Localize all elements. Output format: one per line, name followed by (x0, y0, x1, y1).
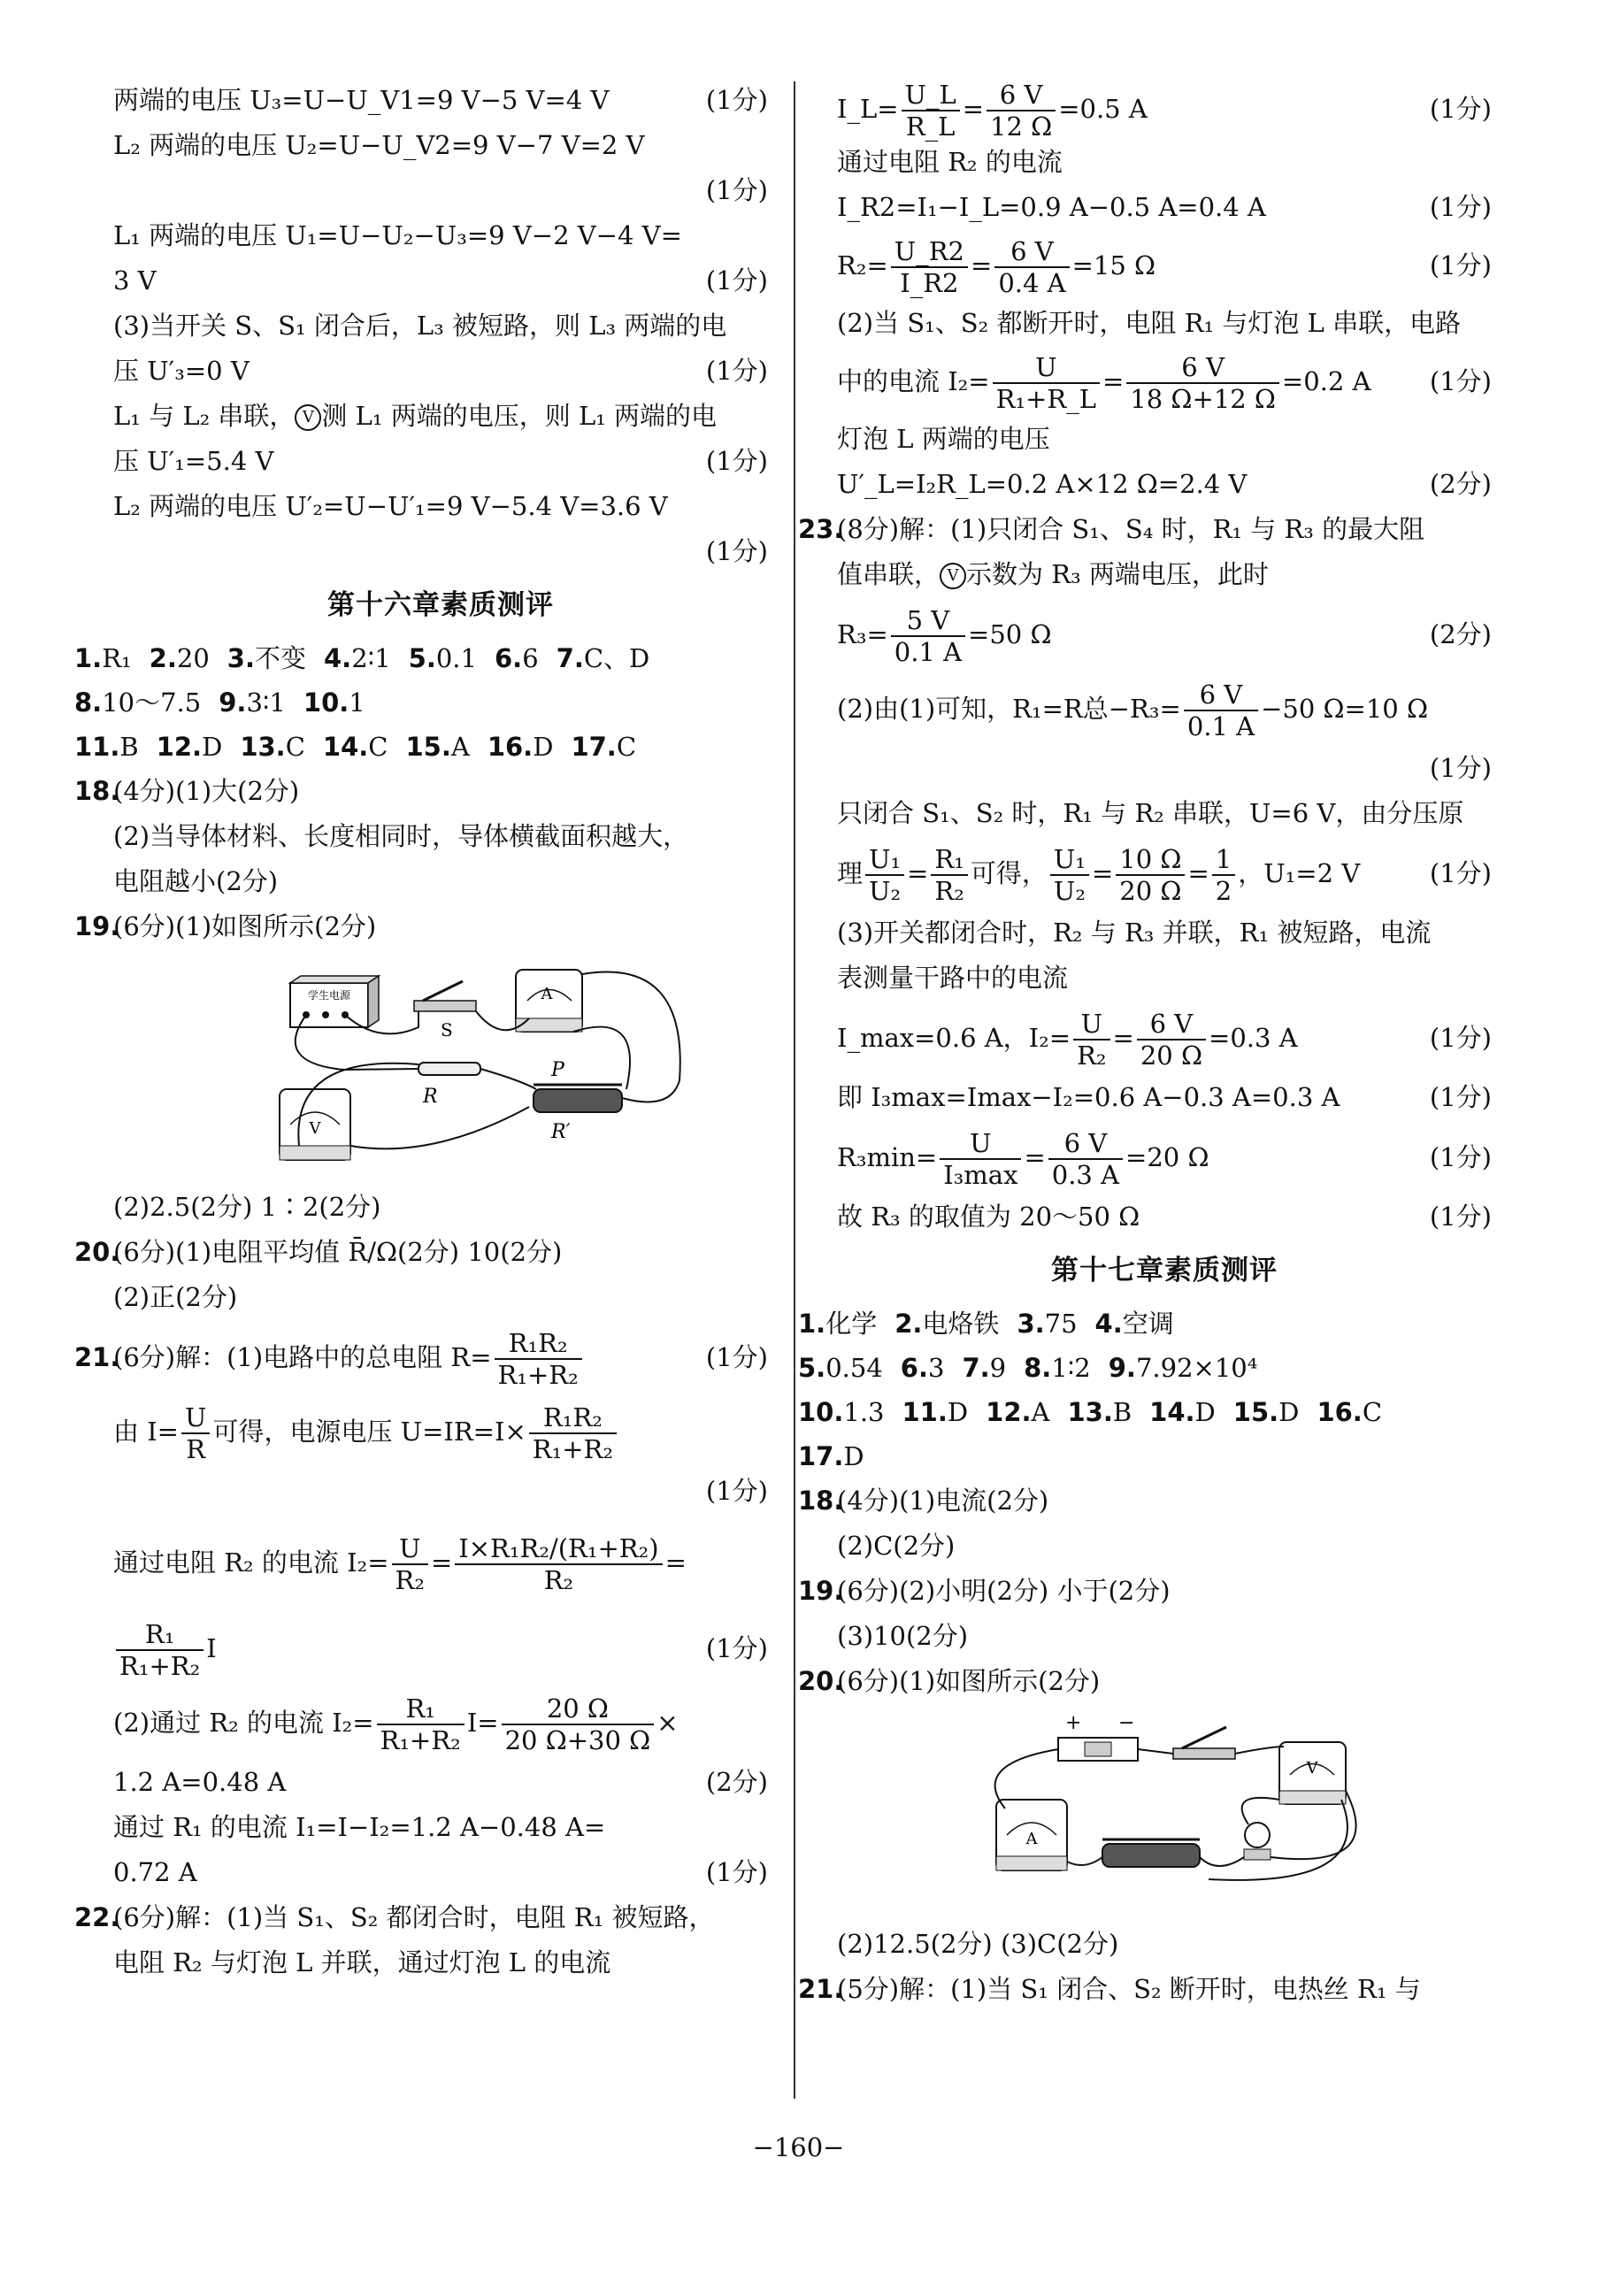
answer-number: 9. (219, 687, 247, 718)
fraction: $\frac{6 V}{20 \Omega}$ (1137, 1009, 1206, 1071)
voltmeter-symbol-icon: V (295, 404, 321, 431)
question-number: 19. (798, 1576, 844, 1606)
text-line: R₃= $\frac{5 V}{0.1 A}$ =50 Ω (2分) (837, 597, 1492, 672)
text: L₂ 两端的电压 U₂=U−U_V2=9 V−7 V=2 V (113, 130, 645, 160)
answer-item (962, 1346, 1006, 1390)
text: (2)当导体材料、长度相同时，导体横截面积越大， (113, 821, 689, 851)
score: (1分) (1429, 1023, 1492, 1053)
question-number: 22. (74, 1902, 120, 1932)
answer-item (902, 1390, 969, 1434)
ammeter-label: A (1025, 1830, 1038, 1848)
resistor-icon (418, 1063, 480, 1108)
fraction: $\frac{\text{I×R₁R₂/(R₁+R₂)}}{\text{R₂}}$ (455, 1533, 662, 1595)
answer-item (1149, 1390, 1216, 1434)
answer-item (74, 725, 139, 769)
text: 电阻越小(2分) (113, 866, 279, 896)
rheostat-icon (534, 1059, 622, 1143)
answer-value: A (1031, 1397, 1050, 1427)
text-line: 1.2 A=0.48 A (2分) (113, 1760, 768, 1805)
question-number: 21. (74, 1342, 120, 1372)
answer-item (1233, 1390, 1300, 1434)
answer-value: D (947, 1397, 969, 1427)
answer-number: 1. (74, 643, 103, 673)
text-line (113, 303, 768, 349)
fraction: $\frac{\text{U₁}}{\text{U₂}}$ (865, 844, 904, 906)
answer-number: 2. (894, 1309, 923, 1339)
answer-value: C (285, 732, 305, 762)
circuit-diagram (837, 1711, 1492, 1915)
text: (2)2.5(2分) 1∶2(2分) (113, 1192, 381, 1222)
answer-number: 17. (798, 1441, 844, 1471)
text-line (113, 78, 768, 123)
fraction: $\frac{6 V}{18 \Omega+12 \Omega}$ (1126, 352, 1279, 414)
answer-item (405, 725, 469, 769)
circuit-figure-20 (837, 1711, 1492, 1915)
answer-value: 1.3 (843, 1397, 885, 1427)
score: (1分) (1429, 1202, 1492, 1232)
answer-number: 6. (900, 1353, 928, 1383)
positive-terminal-label: + (1065, 1712, 1082, 1734)
answer-number: 14. (1149, 1397, 1195, 1427)
score: (1分) (705, 536, 768, 566)
answer-item (323, 725, 388, 769)
text-line: (2)通过 R₂ 的电流 I₂= $\frac{\text{R₁}}{\text{R₁+R₂}}$ I= $\frac{20 \Omega}{20 \Omega+30 \Omega}$ × (113, 1693, 679, 1755)
question-18 (74, 769, 768, 814)
text: (6分)(1)如图所示(2分) (113, 911, 377, 941)
answer-item (74, 680, 201, 725)
question-18: 18.(4分)(1)电流(2分) (837, 1478, 1492, 1524)
fraction: $\frac{U\_R2}{I\_R2}$ (891, 236, 968, 298)
text: 3 V (113, 265, 157, 296)
text-line (113, 123, 768, 168)
power-supply-label: 学生电源 (307, 989, 351, 1002)
switch-icon (414, 981, 476, 1040)
fraction: $\frac{U\_L}{R\_L}$ (902, 80, 960, 142)
score: (1分) (705, 85, 768, 115)
rheostat-label: R′ (551, 1121, 571, 1143)
fraction: $\frac{1}{2}$ (1212, 844, 1235, 906)
question-number: 19. (74, 911, 120, 941)
chapter-17-title: 第十七章素质测评 (1051, 1255, 1278, 1286)
slider-label: P (551, 1059, 564, 1081)
answer-value: C (1362, 1397, 1383, 1427)
voltmeter-label: V (309, 1119, 321, 1138)
answer-value: B (119, 732, 139, 762)
text: L₁ 与 L₂ 串联， (113, 401, 296, 431)
voltmeter-icon (280, 1089, 350, 1160)
score: (1分) (1429, 250, 1492, 280)
answer-item (324, 636, 391, 680)
score: (2分) (705, 1767, 768, 1797)
question-21 (74, 1320, 768, 1394)
text-line: I_L= $\frac{U\_L}{R\_L}$ = $\frac{6 V}{12 \Omega}$ =0.5 A (1分) (837, 80, 1492, 142)
score: (1分) (1429, 753, 1492, 783)
rheostat-icon (1102, 1839, 1200, 1867)
fraction: $\frac{\text{R₁R₂}}{\text{R₁+R₂}}$ (529, 1402, 617, 1464)
fraction: $\frac{20 \Omega}{20 \Omega+30 \Omega}$ (502, 1693, 655, 1755)
fraction: $\frac{U}{R}$ (181, 1402, 210, 1464)
text-line (113, 394, 768, 439)
answer-number: 8. (74, 687, 103, 718)
answer-value: 9 (989, 1353, 1007, 1383)
answer-item (1067, 1390, 1132, 1434)
fraction: $\frac{\text{R₁}}{\text{R₂}}$ (931, 844, 967, 906)
voltmeter-icon (1279, 1742, 1346, 1804)
answer-value: 1∶2 (1051, 1353, 1091, 1383)
fraction: $\frac{U}{\text{R₂}}$ (392, 1533, 428, 1595)
answer-number: 4. (1094, 1309, 1123, 1339)
text-line: R₂= $\frac{U\_R2}{I\_R2}$ = $\frac{6 V}{0.4 A}$ =15 Ω (1分) (837, 230, 1492, 301)
text: (4分)(1)大(2分) (113, 776, 300, 806)
answer-value: 10～7.5 (102, 687, 202, 718)
column-divider (794, 81, 795, 2099)
question-number: 21. (798, 1974, 844, 2004)
question-23: 23.(8分)解：(1)只闭合 S₁、S₄ 时，R₁ 与 R₃ 的最大阻 (837, 507, 1492, 552)
text-line (113, 1275, 768, 1320)
answer-value: 空调 (1122, 1309, 1174, 1339)
text-line (113, 1469, 768, 1514)
text-line: 只闭合 S₁、S₂ 时，R₁ 与 R₂ 串联，U=6 V，由分压原 (837, 798, 1464, 828)
answer-item (1095, 1302, 1174, 1346)
text-line: 由 I= $\frac{U}{R}$ 可得，电源电压 U=IR=I× $\frac{\text{R₁R₂}}{\text{R₁+R₂}}$ (113, 1394, 768, 1469)
answer-value: B (1112, 1397, 1132, 1427)
answer-number: 6. (494, 643, 523, 673)
answer-number: 12. (986, 1397, 1032, 1427)
score: (1分) (1429, 192, 1492, 222)
score: (1分) (705, 175, 768, 205)
text-line (113, 258, 768, 303)
answer-number: 3. (226, 643, 255, 673)
text-line: 0.72 A (1分) (113, 1850, 768, 1895)
text-line: 即 I₃max=Imax−I₂=0.6 A−0.3 A=0.3 A (1分) (837, 1075, 1492, 1120)
score: (1分) (705, 1476, 768, 1506)
text-line: (2)当 S₁、S₂ 都断开时，电阻 R₁ 与灯泡 L 串联，电路 (837, 308, 1462, 338)
left-column (74, 78, 768, 1985)
answer-item (798, 1346, 883, 1390)
question-19: 19.(6分)(2)小明(2分) 小于(2分) (837, 1569, 1492, 1614)
answer-item (557, 636, 650, 680)
ammeter-icon (996, 1800, 1067, 1870)
answer-number: 5. (408, 643, 436, 673)
score: (2分) (1429, 619, 1492, 649)
answer-item (894, 1302, 999, 1346)
score: (1分) (1429, 94, 1492, 124)
text-line: (3)10(2分) (837, 1621, 969, 1651)
answer-item (901, 1346, 945, 1390)
text-line: U′_L=I₂R_L=0.2 A×12 Ω=2.4 V (2分) (837, 462, 1492, 507)
text-line: 电阻 R₂ 与灯泡 L 并联，通过灯泡 L 的电流 (113, 1947, 611, 1977)
answer-number: 8. (1024, 1353, 1052, 1383)
fraction: $\frac{6 V}{0.4 A}$ (994, 236, 1069, 298)
answer-value: A (450, 732, 470, 762)
text-line (113, 439, 768, 484)
text-line: $\frac{\text{R₁}}{\text{R₁+R₂}}$ I (1分) (113, 1611, 768, 1686)
score: (1分) (1429, 858, 1492, 888)
answer-value: 3 (927, 1353, 945, 1383)
question-number: 20. (74, 1237, 120, 1267)
answer-number: 13. (1067, 1397, 1113, 1427)
voltmeter-label: V (1306, 1759, 1318, 1778)
answer-value: 化学 (825, 1309, 878, 1339)
answer-number: 5. (798, 1353, 826, 1383)
answer-value: 0.1 (435, 643, 477, 673)
answer-number: 4. (324, 643, 352, 673)
answer-value: 6 (522, 643, 539, 673)
answer-item (303, 680, 365, 725)
fraction: $\frac{6 V}{0.1 A}$ (1184, 680, 1258, 741)
text-line: (2)C(2分) (837, 1531, 956, 1561)
answer-number: 3. (1017, 1309, 1045, 1339)
negative-terminal-label: − (1118, 1712, 1135, 1734)
answer-item (488, 725, 554, 769)
answer-number: 17. (571, 732, 617, 762)
answer-row (74, 680, 768, 725)
fraction: $\frac{\text{R₁R₂}}{\text{R₁+R₂}}$ (495, 1328, 582, 1390)
answer-value: 20 (176, 643, 210, 673)
answer-number: 11. (902, 1397, 948, 1427)
text-line (113, 1185, 768, 1230)
page-number: −160− (752, 2132, 845, 2162)
answer-number: 10. (303, 687, 349, 718)
answer-number: 2. (149, 643, 177, 673)
text-line: 通过电阻 R₂ 的电流 I₂= $\frac{U}{\text{R₂}}$ = $\frac{\text{I×R₁R₂/(R₁+R₂)}}{\text{R₂}}$ = (113, 1533, 687, 1595)
text-line (113, 814, 768, 859)
text-line: 值串联， V 示数为 R₃ 两端电压，此时 (837, 559, 1269, 589)
answer-number: 15. (1232, 1397, 1279, 1427)
answer-item (74, 636, 132, 680)
answer-value: 1 (349, 687, 365, 718)
answer-item (409, 636, 477, 680)
answer-value: D (202, 732, 223, 762)
fraction: $\frac{U}{\text{R₂}}$ (1073, 1009, 1109, 1071)
fraction: $\frac{6 V}{0.3 A}$ (1048, 1128, 1123, 1190)
answer-number: 13. (240, 732, 286, 762)
text-line: (3)开关都闭合时，R₂ 与 R₃ 并联，R₁ 被短路，电流 (837, 918, 1432, 948)
text: L₂ 两端的电压 U′₂=U−U′₁=9 V−5.4 V=3.6 V (113, 491, 668, 521)
score: (1分) (1429, 1082, 1492, 1112)
text-line: 故 R₃ 的取值为 20～50 Ω (1分) (837, 1194, 1492, 1240)
answer-value: D (533, 732, 554, 762)
answer-number: 7. (556, 643, 584, 673)
answer-value: D (843, 1441, 864, 1471)
text: 压 U′₃=0 V (113, 356, 250, 386)
ammeter-label: A (541, 985, 553, 1003)
answer-item (1317, 1390, 1382, 1434)
text: 两端的电压 U₃=U−U_V1=9 V−5 V=4 V (113, 85, 610, 115)
answer-row (74, 636, 768, 680)
answer-item (798, 1302, 877, 1346)
fraction: $\frac{\text{R₁}}{\text{R₁+R₂}}$ (377, 1693, 465, 1755)
text-line: I_R2=I₁−I_L=0.9 A−0.5 A=0.4 A (1分) (837, 185, 1492, 230)
score: (1分) (1429, 1142, 1492, 1172)
text-line: I_max=0.6 A，I₂= $\frac{U}{\text{R₂}}$ = $\frac{6 V}{20 \Omega}$ =0.3 A (1分) (837, 1001, 1492, 1075)
answer-value: 75 (1044, 1309, 1078, 1339)
question-number: 18. (798, 1486, 844, 1516)
fraction: $\frac{6 V}{12 \Omega}$ (987, 80, 1056, 142)
answer-item (571, 725, 636, 769)
answer-item (1024, 1346, 1091, 1390)
answer-number: 1. (798, 1309, 826, 1339)
answer-row (798, 1390, 1492, 1434)
score: (2分) (1429, 469, 1492, 499)
text: (2)正(2分) (113, 1282, 238, 1312)
answer-item (240, 725, 305, 769)
text-line (113, 168, 768, 213)
question-19 (74, 904, 768, 949)
text-line (113, 213, 768, 258)
text-line (113, 349, 768, 394)
fraction: $\frac{\text{R₁}}{\text{R₁+R₂}}$ (116, 1619, 203, 1681)
answer-number: 12. (156, 732, 203, 762)
answer-number: 16. (487, 732, 534, 762)
fraction: $\frac{5 V}{0.1 A}$ (891, 605, 965, 667)
switch-icon (1173, 1727, 1235, 1759)
score: (1分) (705, 1633, 768, 1663)
light-bulb-icon (1244, 1823, 1271, 1860)
answer-value: 2∶1 (351, 643, 391, 673)
text-line: 通过 R₁ 的电流 I₁=I−I₂=1.2 A−0.48 A= (113, 1812, 606, 1842)
answer-value: D (1278, 1397, 1300, 1427)
answer-value: D (1194, 1397, 1216, 1427)
fraction: $\frac{10 \Omega}{20 \Omega}$ (1116, 844, 1185, 906)
circuit-figure-19 (113, 956, 768, 1178)
text-line: (2)12.5(2分) (3)C(2分) (837, 1929, 1119, 1959)
text-line: 中的电流 I₂= $\frac{U}{\text{R₁+R\_L}}$ = $\frac{6 V}{18 \Omega+12 \Omega}$ =0.2 A (1分) (837, 346, 1492, 417)
question-number: 18. (74, 776, 120, 806)
answer-item (798, 1390, 885, 1434)
answer-value: 0.54 (825, 1353, 883, 1383)
text-line: 表测量干路中的电流 (837, 963, 1069, 993)
score: (1分) (705, 446, 768, 476)
question-20: 20.(6分)(1)如图所示(2分) (837, 1659, 1492, 1704)
question-20 (74, 1230, 768, 1275)
answer-number: 7. (962, 1353, 990, 1383)
answer-item (1109, 1346, 1258, 1390)
answer-row (74, 725, 768, 769)
text-line (113, 484, 768, 529)
circuit-diagram (113, 956, 768, 1178)
score: (1分) (705, 1857, 768, 1887)
answer-value: C (368, 732, 388, 762)
fraction: $\frac{U}{\text{I₃max}}$ (940, 1128, 1021, 1190)
answer-item (1017, 1302, 1077, 1346)
question-21: 21.(5分)解：(1)当 S₁ 闭合、S₂ 断开时，电热丝 R₁ 与 (837, 1967, 1492, 2012)
answer-item (986, 1390, 1049, 1434)
text-line: (2)由(1)可知，R₁=R总−R₃= $\frac{6 V}{0.1 A}$ −50 Ω=10 Ω (837, 680, 1429, 741)
answer-value: 3∶1 (246, 687, 286, 718)
answer-value: C、D (583, 643, 650, 673)
answer-value: 不变 (254, 643, 306, 673)
answer-row (798, 1346, 1492, 1390)
text-line: R₃min= $\frac{U}{\text{I₃max}}$ = $\frac{6 V}{0.3 A}$ =20 Ω (1分) (837, 1120, 1492, 1194)
text-line: 灯泡 L 两端的电压 (837, 424, 1050, 454)
answer-value: 电烙铁 (922, 1309, 1000, 1339)
text-line (837, 746, 1492, 791)
text-line: 理 $\frac{\text{U₁}}{\text{U₂}}$ = $\frac{\text{R₁}}{\text{R₂}}$ 可得， $\frac{\text{U₁}}{\text{U₂}}$ = $\frac{10 \Omega}{20 \Omega}$ = $\frac{1}{2}$ ，U₁=2 V (1分) (837, 836, 1492, 910)
answer-value: R₁ (102, 643, 132, 673)
text: 压 U′₁=5.4 V (113, 446, 274, 476)
switch-label: S (441, 1019, 453, 1040)
answer-row (798, 1302, 1492, 1346)
score: (1分) (705, 1342, 768, 1372)
question-number: 23. (798, 514, 844, 544)
score: (1分) (1429, 366, 1492, 396)
answer-number: 15. (405, 732, 451, 762)
fraction: $\frac{U}{\text{R₁+R\_L}}$ (993, 352, 1100, 414)
answer-item (495, 636, 539, 680)
text-line (113, 529, 768, 574)
score: (1分) (705, 265, 768, 296)
answer-item (150, 636, 210, 680)
answer-value: C (616, 732, 637, 762)
answer-row (798, 1434, 1492, 1478)
text: (3)当开关 S、S₁ 闭合后，L₃ 被短路，则 L₃ 两端的电 (113, 311, 727, 341)
answer-number: 9. (1108, 1353, 1136, 1383)
answer-item (219, 680, 286, 725)
text: (6分)(1)电阻平均值 R̄/Ω(2分) 10(2分) (113, 1237, 563, 1267)
text: L₁ 两端的电压 U₁=U−U₂−U₃=9 V−2 V−4 V= (113, 220, 682, 250)
score: (1分) (705, 356, 768, 386)
answer-item (227, 636, 306, 680)
answer-number: 16. (1317, 1397, 1363, 1427)
voltmeter-symbol-icon: V (940, 563, 966, 589)
question-22: 22.(6分)解：(1)当 S₁、S₂ 都闭合时，电阻 R₁ 被短路， (113, 1895, 768, 1940)
answer-item (798, 1434, 864, 1478)
answer-number: 14. (322, 732, 369, 762)
right-column (798, 78, 1492, 2012)
answer-value: 7.92×10⁴ (1135, 1353, 1258, 1383)
question-number: 20. (798, 1666, 844, 1696)
chapter-16-title: 第十六章素质测评 (327, 589, 554, 621)
text: 测 L₁ 两端的电压，则 L₁ 两端的电 (321, 401, 718, 431)
text-line (113, 859, 768, 904)
answer-item (157, 725, 223, 769)
resistor-label: R (423, 1086, 438, 1108)
answer-number: 11. (74, 732, 120, 762)
text-line: 通过电阻 R₂ 的电流 (837, 147, 1063, 177)
fraction: $\frac{\text{U₁}}{\text{U₂}}$ (1050, 844, 1089, 906)
answer-number: 10. (798, 1397, 844, 1427)
battery-icon (1058, 1712, 1138, 1761)
text: (6分)解：(1)电路中的总电阻 R= (113, 1342, 492, 1372)
